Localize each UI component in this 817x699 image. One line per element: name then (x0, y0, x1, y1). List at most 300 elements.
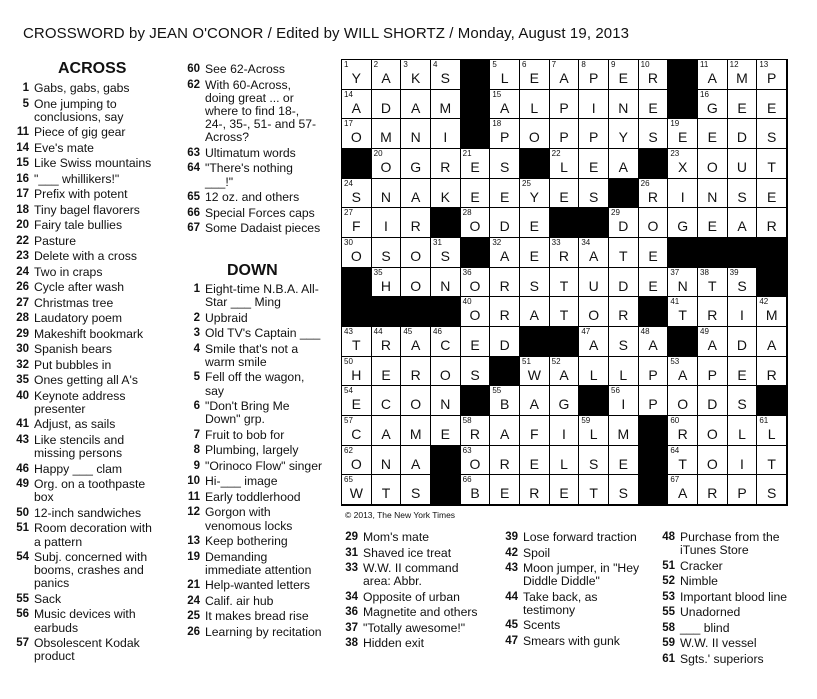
grid-cell (757, 327, 787, 357)
clue-text: Piece of gig gear (34, 125, 126, 140)
grid-cell (757, 446, 787, 476)
cell-number: 66 (462, 475, 472, 485)
grid-cell (550, 149, 580, 179)
grid-cell (609, 416, 639, 446)
cell-letter: E (766, 188, 777, 205)
clue-item (7, 312, 162, 325)
clue-number: 26 (16, 281, 29, 294)
cell-letter: O (350, 455, 362, 472)
cell-letter: M (380, 129, 392, 146)
clue-number: 28 (16, 312, 29, 325)
clue-text: Spoil (523, 545, 551, 560)
clue-item (7, 204, 162, 217)
cell-letter: A (499, 248, 510, 264)
clue-text: Cracker (680, 558, 723, 573)
cell-letter: I (740, 307, 744, 324)
grid-cell (401, 238, 431, 268)
cell-letter: S (499, 159, 510, 175)
cell-letter: N (380, 188, 392, 205)
cell-letter: A (588, 248, 599, 264)
grid-cell (490, 416, 520, 446)
grid-cell (372, 238, 402, 268)
across-header: ACROSS (58, 60, 127, 77)
cell-number: 10 (640, 60, 650, 69)
grid-cell (490, 297, 520, 327)
clue-item (496, 562, 646, 588)
grid-cell (550, 357, 580, 387)
cell-letter: R (410, 218, 421, 235)
cell-letter: L (530, 99, 539, 116)
grid-cell (520, 297, 550, 327)
cell-letter: R (647, 188, 659, 205)
grid-cell (728, 357, 758, 387)
clue-item (7, 82, 162, 95)
black-square (609, 179, 639, 209)
grid-cell (728, 119, 758, 149)
clue-text: Sgts.' superiors (680, 651, 764, 666)
grid-cell (490, 90, 520, 120)
cell-letter: O (706, 455, 718, 472)
cell-letter: S (737, 277, 747, 294)
cell-letter: L (738, 426, 746, 442)
cell-letter: S (588, 188, 599, 205)
grid-cell (728, 386, 758, 416)
black-square (757, 268, 787, 298)
grid-cell (639, 327, 669, 357)
cell-number: 52 (551, 356, 561, 366)
grid-cell (639, 119, 669, 149)
grid-cell (579, 327, 609, 357)
clue-item (336, 606, 486, 619)
clue-item (496, 531, 646, 544)
clue-text: Eve's mate (34, 140, 94, 155)
grid-cell (520, 179, 550, 209)
grid-cell (550, 90, 580, 120)
clue-text: Keynote address presenter (34, 388, 126, 416)
cell-number: 21 (462, 149, 472, 158)
clue-item (178, 491, 323, 504)
clue-column-4 (336, 531, 486, 653)
grid-cell (372, 60, 402, 90)
grid-cell (520, 90, 550, 120)
cell-letter: E (440, 426, 450, 442)
grid-cell (639, 357, 669, 387)
black-square (372, 297, 402, 327)
clue-number: 43 (16, 433, 29, 446)
grid-cell (550, 179, 580, 209)
clue-item (496, 635, 646, 648)
grid-cell (431, 238, 461, 268)
clue-number: 22 (16, 234, 29, 247)
cell-letter: T (767, 455, 776, 472)
clue-text: Adjust, as sails (34, 417, 116, 432)
cell-number: 54 (344, 386, 353, 396)
cell-letter: P (559, 129, 569, 146)
grid-cell (461, 297, 491, 327)
grid-cell (639, 179, 669, 209)
clue-text: Put bubbles in (34, 357, 112, 372)
cell-letter: P (707, 366, 717, 383)
clue-number: 10 (187, 475, 200, 488)
cell-number: 5 (492, 60, 497, 69)
grid-cell (520, 416, 550, 446)
cell-letter: A (677, 485, 688, 502)
clue-number: 42 (505, 546, 518, 559)
clue-item (496, 547, 646, 560)
black-square (461, 386, 491, 416)
cell-number: 55 (492, 386, 502, 396)
clue-text: Christmas tree (34, 295, 114, 310)
black-square (401, 297, 431, 327)
cell-number: 14 (344, 89, 353, 99)
cell-number: 47 (581, 327, 591, 336)
grid-cell (668, 179, 698, 209)
cell-letter: S (766, 485, 777, 502)
cell-letter: E (351, 396, 361, 413)
clue-number: 11 (187, 490, 200, 503)
grid-cell (431, 149, 461, 179)
grid-cell (372, 446, 402, 476)
grid-cell (372, 357, 402, 387)
clue-text: Unadorned (680, 605, 741, 620)
clue-text: It makes bread rise (205, 609, 309, 624)
grid-cell (728, 208, 758, 238)
grid-cell (639, 238, 669, 268)
clue-item (7, 637, 162, 663)
cell-letter: F (530, 426, 539, 442)
cell-letter: Y (529, 188, 539, 205)
grid-cell (757, 90, 787, 120)
black-square (668, 238, 698, 268)
clue-text: Laudatory poem (34, 311, 123, 326)
grid-cell (342, 357, 372, 387)
cell-number: 34 (581, 238, 591, 247)
grid-cell (550, 238, 580, 268)
grid-cell (342, 386, 372, 416)
grid-cell (401, 357, 431, 387)
clue-number: 3 (193, 327, 200, 340)
clue-text: Plumbing, largely (205, 443, 299, 458)
grid-cell (550, 446, 580, 476)
cell-letter: E (470, 337, 480, 353)
cell-letter: O (410, 396, 422, 413)
cell-letter: E (529, 248, 539, 264)
clue-item (7, 126, 162, 139)
black-square (431, 208, 461, 238)
cell-number: 63 (462, 445, 472, 455)
clue-number: 54 (16, 551, 29, 564)
grid-cell (342, 416, 372, 446)
clue-text: Demanding immediate attention (205, 549, 312, 577)
grid-cell (579, 297, 609, 327)
grid-cell (372, 475, 402, 505)
grid-cell (698, 90, 728, 120)
clue-item (7, 328, 162, 341)
cell-letter: P (766, 70, 777, 86)
grid-cell (461, 416, 491, 446)
clue-item (178, 222, 323, 235)
clue-item (336, 531, 486, 544)
grid-cell (698, 208, 728, 238)
clue-text: "There's nothing ___!" (205, 161, 293, 189)
cell-letter: L (767, 426, 776, 442)
clue-item (7, 507, 162, 520)
grid-cell (579, 268, 609, 298)
cell-letter: P (559, 99, 569, 116)
clue-number: 24 (187, 594, 200, 607)
cell-letter: A (410, 99, 421, 116)
clue-number: 43 (505, 562, 518, 574)
clue-text: Gabs, gabs, gabs (34, 81, 130, 95)
black-square (461, 238, 491, 268)
cell-number: 28 (462, 208, 472, 218)
grid-cell (579, 357, 609, 387)
grid-cell (520, 446, 550, 476)
clue-item (7, 551, 162, 591)
grid-cell (609, 297, 639, 327)
cell-number: 39 (729, 267, 739, 277)
grid-cell (668, 149, 698, 179)
grid-cell (757, 208, 787, 238)
cell-letter: N (707, 188, 718, 205)
grid-cell (698, 268, 728, 298)
cell-letter: A (588, 337, 599, 353)
clue-number: 13 (187, 535, 200, 548)
cell-number: 45 (403, 327, 413, 336)
clue-item (178, 312, 323, 325)
cell-letter: A (559, 366, 569, 383)
grid-cell (342, 208, 372, 238)
clue-item (178, 400, 323, 426)
clue-text: 12 oz. and others (205, 190, 300, 205)
cell-letter: E (677, 129, 688, 146)
clue-number: 61 (662, 652, 675, 665)
clue-text: Keep bothering (205, 534, 288, 549)
cell-letter: P (737, 485, 747, 502)
cell-letter: A (410, 337, 421, 353)
clue-number: 56 (16, 608, 29, 621)
black-square (461, 90, 491, 120)
grid-cell (579, 238, 609, 268)
cell-letter: N (410, 129, 421, 146)
grid-cell (698, 179, 728, 209)
grid-cell (609, 386, 639, 416)
cell-letter: R (499, 455, 510, 472)
black-square (461, 119, 491, 149)
clue-item (178, 63, 323, 76)
cell-letter: S (618, 485, 628, 502)
grid-cell (461, 208, 491, 238)
clue-text: Mom's mate (363, 530, 429, 544)
clue-text: Happy ___ clam (34, 461, 123, 476)
black-square (579, 386, 609, 416)
clue-number: 29 (345, 531, 358, 543)
cell-number: 46 (433, 327, 442, 336)
clue-item (178, 327, 323, 340)
cell-letter: E (529, 455, 539, 472)
grid-cell (342, 60, 372, 90)
cell-letter: A (381, 70, 391, 86)
clue-text: W.W. II vessel (680, 636, 757, 651)
grid-cell (461, 149, 491, 179)
cell-letter: S (351, 188, 361, 205)
clue-text: Some Dadaist pieces (205, 221, 321, 236)
black-square (668, 90, 698, 120)
grid-cell (372, 149, 402, 179)
grid-cell (490, 238, 520, 268)
clue-number: 44 (505, 590, 518, 603)
clue-item (7, 266, 162, 279)
grid-cell (757, 475, 787, 505)
clue-text: Moon jumper, in "Hey Diddle Diddle" (523, 561, 640, 589)
black-square (431, 446, 461, 476)
grid-cell (342, 119, 372, 149)
clue-item (7, 343, 162, 356)
cell-letter: S (618, 337, 628, 353)
cell-letter: E (499, 188, 510, 205)
clue-text: Smears with gunk (523, 633, 620, 648)
grid-cell (609, 60, 639, 90)
cell-number: 38 (700, 267, 709, 277)
cell-number: 57 (344, 416, 353, 425)
cell-letter: R (558, 248, 570, 264)
cell-letter: I (740, 455, 744, 472)
clue-item (178, 460, 323, 473)
grid-cell (401, 446, 431, 476)
clue-number: 16 (16, 172, 29, 185)
cell-letter: A (410, 188, 421, 205)
grid-cell (342, 327, 372, 357)
grid-cell (728, 416, 758, 446)
clue-text: Like stencils and missing persons (34, 432, 125, 461)
cell-letter: E (737, 99, 747, 116)
grid-cell (579, 119, 609, 149)
cell-letter: S (766, 129, 777, 146)
cell-number: 43 (344, 327, 353, 336)
clue-item (7, 98, 162, 124)
cell-letter: T (381, 485, 391, 502)
cell-letter: K (440, 188, 450, 205)
clue-column-2 (178, 63, 323, 238)
cell-letter: I (384, 218, 388, 235)
cell-letter: E (648, 99, 658, 116)
clue-column-5 (496, 531, 646, 650)
clue-item (7, 142, 162, 155)
grid-cell (461, 475, 491, 505)
clue-number: 52 (662, 575, 675, 588)
clue-number: 36 (345, 606, 358, 619)
cell-number: 3 (403, 60, 408, 69)
clue-item (7, 250, 162, 263)
clue-text: ___ blind (680, 620, 730, 635)
cell-letter: G (410, 159, 422, 175)
cell-number: 44 (373, 327, 383, 336)
grid-cell (728, 475, 758, 505)
cell-number: 36 (462, 267, 472, 277)
clue-text: See 62-Across (205, 62, 285, 76)
clue-item (7, 593, 162, 606)
clue-number: 45 (505, 619, 518, 632)
cell-letter: U (588, 277, 599, 294)
clue-number: 2 (193, 311, 200, 324)
grid-cell (342, 475, 372, 505)
black-square (698, 238, 728, 268)
clue-item (178, 191, 323, 204)
cell-number: 7 (551, 60, 557, 69)
grid-cell (431, 327, 461, 357)
grid-cell (490, 179, 520, 209)
grid-cell (698, 357, 728, 387)
clue-item (336, 622, 486, 635)
clue-number: 33 (345, 562, 358, 574)
grid-cell (668, 386, 698, 416)
clue-item (178, 79, 323, 145)
grid-cell (609, 327, 639, 357)
clue-item (653, 622, 803, 635)
cell-letter: O (410, 277, 422, 294)
cell-letter: T (559, 277, 569, 294)
grid-cell (609, 238, 639, 268)
cell-number: 8 (581, 60, 586, 69)
grid-cell (579, 149, 609, 179)
clue-item (336, 547, 486, 560)
grid-cell (639, 90, 669, 120)
cell-letter: O (588, 307, 600, 324)
clue-item (7, 173, 162, 186)
clue-text: Sack (34, 591, 62, 606)
cell-letter: P (588, 70, 599, 86)
cell-letter: K (410, 70, 421, 86)
grid-cell (579, 60, 609, 90)
grid-cell (490, 208, 520, 238)
cell-number: 42 (759, 297, 769, 307)
cell-number: 1 (344, 60, 349, 69)
clue-number: 32 (16, 358, 29, 371)
cell-letter: R (380, 337, 392, 353)
cell-letter: S (737, 396, 747, 413)
cell-letter: S (381, 248, 391, 264)
grid-cell (520, 386, 550, 416)
cell-letter: S (588, 455, 599, 472)
clue-text: Music devices with earbuds (34, 607, 136, 635)
cell-letter: E (648, 248, 658, 264)
black-square (757, 238, 787, 268)
clue-number: 34 (345, 590, 358, 603)
cell-letter: E (648, 277, 658, 294)
clue-number: 63 (187, 146, 200, 159)
clue-number: 24 (16, 265, 29, 278)
clue-text: Hidden exit (363, 636, 424, 651)
grid-cell (401, 327, 431, 357)
cell-letter: R (499, 307, 510, 324)
clue-number: 39 (505, 531, 518, 543)
grid-cell (639, 268, 669, 298)
clue-number: 9 (193, 459, 200, 472)
cell-letter: O (469, 307, 481, 324)
grid-cell (490, 119, 520, 149)
cell-letter: A (707, 337, 717, 353)
cell-letter: O (706, 159, 718, 175)
clue-number: 23 (16, 250, 29, 263)
cell-letter: P (499, 129, 510, 146)
cell-letter: A (677, 366, 688, 383)
grid-cell (579, 416, 609, 446)
cell-letter: O (380, 159, 392, 175)
cell-letter: D (499, 218, 510, 235)
cell-letter: A (559, 70, 569, 86)
black-square (579, 208, 609, 238)
grid-cell (728, 60, 758, 90)
